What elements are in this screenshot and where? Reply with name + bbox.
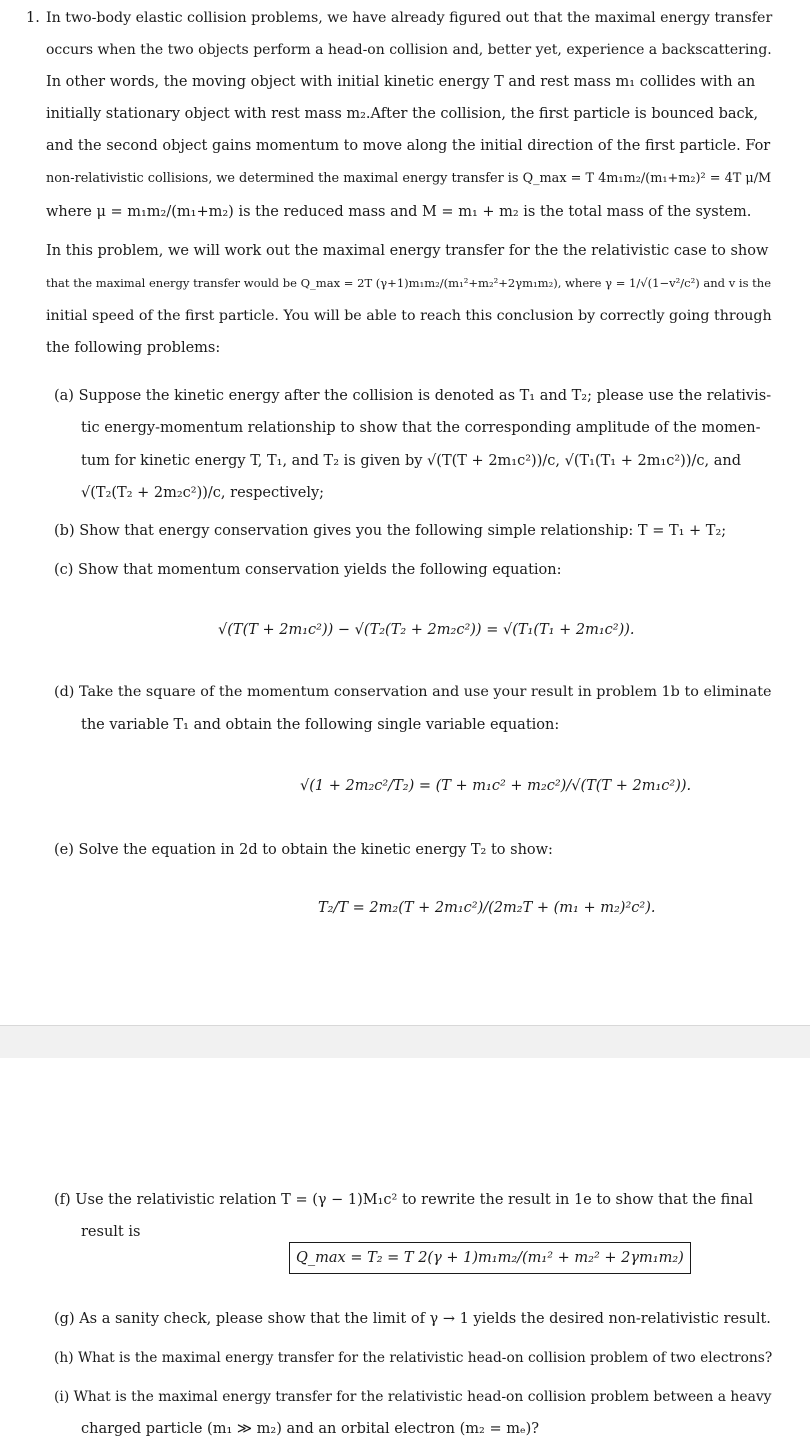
part-a-line-3: tum for kinetic energy T, T₁, and T₂ is given by √(T(T + 2m₁c²))/c, √(T₁(T₁ + 2m₁c²))/c, and [81,453,741,469]
part-b: (b) Show that energy conservation gives you the following simple relationship: T = T₁ + T₂; [54,523,727,539]
part-a-line-4: √(T₂(T₂ + 2m₂c²))/c, respectively; [81,485,325,501]
result-box: Q_max = T₂ = T 2(γ + 1)m₁m₂/(m₁² + m₂² + 2γm₁m₂) [289,1242,691,1274]
problem-number: 1. [26,10,40,26]
part-f-line-2: result is [81,1224,141,1240]
part-e: (e) Solve the equation in 2d to obtain the kinetic energy T₂ to show: [54,842,553,858]
intro-line-1: In two-body elastic collision problems, we have already figured out that the maximal energy transfer [46,10,773,26]
part-a-line-2: tic energy-momentum relationship to show that the corresponding amplitude of the momen- [81,420,761,436]
relativistic-line-3: initial speed of the first particle. You will be able to reach this conclusion by correctly going through [46,308,772,324]
part-f-line-1: (f) Use the relativistic relation T = (γ − 1)M₁c² to rewrite the result in 1e to show that the final [54,1192,753,1208]
part-c-equation: √(T(T + 2m₁c²)) − √(T₂(T₂ + 2m₂c²)) = √(T₁(T₁ + 2m₁c²)). [218,622,635,638]
relativistic-line-1: In this problem, we will work out the maximal energy transfer for the the relativistic case to show [46,243,769,259]
part-i-line-2: charged particle (m₁ ≫ m₂) and an orbital electron (m₂ = mₑ)? [81,1421,540,1437]
part-h: (h) What is the maximal energy transfer for the relativistic head-on collision problem of two electrons? [54,1350,773,1366]
part-i-line-1: (i) What is the maximal energy transfer for the relativistic head-on collision problem between a heavy [54,1389,772,1405]
intro-line-5: and the second object gains momentum to move along the initial direction of the first particle. For [46,138,771,154]
part-d-line-1: (d) Take the square of the momentum conservation and use your result in problem 1b to eliminate [54,684,772,700]
relativistic-line-2: that the maximal energy transfer would be Q_max = 2T (γ+1)m₁m₂/(m₁²+m₂²+2γm₁m₂), where γ = 1/√(1−v²/c²) and v is the [46,276,772,290]
intro-line-7: where μ = m₁m₂/(m₁+m₂) is the reduced mass and M = m₁ + m₂ is the total mass of the system. [46,204,752,220]
part-g: (g) As a sanity check, please show that the limit of γ → 1 yields the desired non-relativistic result. [54,1311,771,1327]
part-d-line-2: the variable T₁ and obtain the following single variable equation: [81,717,560,733]
part-c: (c) Show that momentum conservation yields the following equation: [54,562,562,578]
intro-line-4: initially stationary object with rest mass m₂.After the collision, the first particle is bounced back, [46,106,759,122]
part-d-equation: √(1 + 2m₂c²/T₂) = (T + m₁c² + m₂c²)/√(T(T + 2m₁c²)). [300,778,692,794]
intro-line-3: In other words, the moving object with initial kinetic energy T and rest mass m₁ collides with an [46,74,756,90]
intro-line-2: occurs when the two objects perform a head-on collision and, better yet, experience a backscattering. [46,42,772,58]
document-section-lower [0,1058,810,1450]
page-break-band [0,1025,810,1059]
intro-line-6: non-relativistic collisions, we determined the maximal energy transfer is Q_max = T 4m₁m₂/(m₁+m₂)² = 4T μ/M [46,171,772,186]
part-a-line-1: (a) Suppose the kinetic energy after the collision is denoted as T₁ and T₂; please use the relativis- [54,388,772,404]
relativistic-line-4: the following problems: [46,340,221,356]
part-e-equation: T₂/T = 2m₂(T + 2m₁c²)/(2m₂T + (m₁ + m₂)²c²). [318,900,656,916]
part-f-boxed-result [289,1242,691,1274]
